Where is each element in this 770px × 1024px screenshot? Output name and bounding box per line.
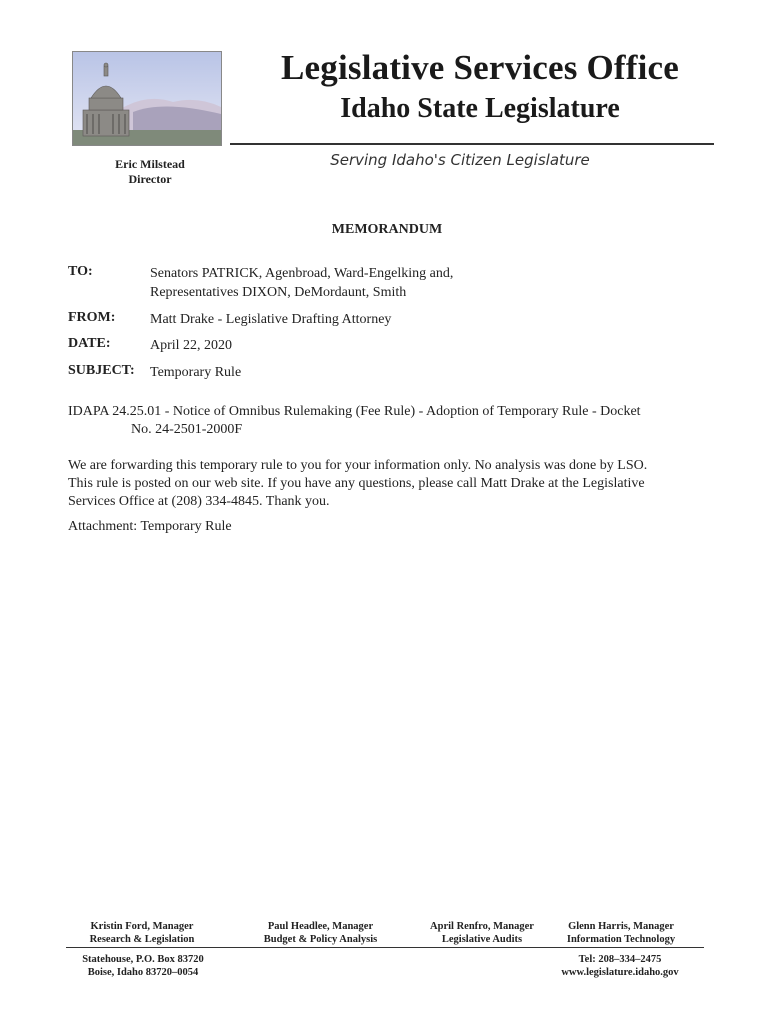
body-line-1: We are forwarding this temporary rule to you for your information only. No analysis was done by LSO.: [68, 458, 648, 473]
manager-dept: Budget & Policy Analysis: [263, 934, 378, 945]
director-name: Eric Milstead: [115, 157, 185, 171]
footer-manager-it: [554, 920, 688, 946]
telephone: Tel: 208–334–2475: [578, 954, 662, 965]
manager-dept: Research & Legislation: [89, 934, 195, 945]
idapa-line-1: IDAPA 24.25.01 - Notice of Omnibus Rulemaking (Fee Rule) - Adoption of Temporary Rule - Docket: [68, 404, 641, 419]
address-line-1: Statehouse, P.O. Box 83720: [82, 954, 204, 965]
body-paragraph: [68, 457, 708, 511]
director-block: [95, 157, 205, 187]
subject-label: SUBJECT:: [68, 363, 135, 378]
from-value: Matt Drake - Legislative Drafting Attorney: [150, 312, 392, 327]
header-divider: [230, 143, 714, 145]
date-label: DATE:: [68, 336, 111, 351]
footer-contact: [550, 953, 690, 979]
date-value: April 22, 2020: [150, 338, 233, 353]
capitol-building-icon: [73, 52, 221, 145]
legislature-title: Idaho State Legislature: [340, 93, 620, 124]
tagline: Serving Idaho's Citizen Legislature: [330, 151, 590, 169]
idapa-docket: No. 24-2501-2000F: [131, 422, 243, 437]
footer-divider: [66, 947, 704, 948]
body-line-3: Services Office at (208) 334-4845. Thank you.: [68, 494, 330, 509]
to-label: TO:: [68, 264, 93, 279]
address-line-2: Boise, Idaho 83720–0054: [87, 967, 199, 978]
manager-dept: Legislative Audits: [441, 934, 523, 945]
idapa-reference: [68, 403, 708, 439]
director-title: Director: [128, 172, 172, 186]
website-link[interactable]: www.legislature.idaho.gov: [561, 967, 679, 978]
manager-name: Glenn Harris, Manager: [568, 921, 674, 932]
office-title: Legislative Services Office: [280, 48, 680, 87]
to-line-1: Senators PATRICK, Agenbroad, Ward-Engelking and,: [150, 266, 454, 281]
manager-name: Kristin Ford, Manager: [90, 921, 194, 932]
attachment-line: Attachment: Temporary Rule: [68, 519, 232, 534]
to-line-2: Representatives DIXON, DeMordaunt, Smith: [150, 285, 407, 300]
manager-name: April Renfro, Manager: [430, 921, 534, 932]
capitol-logo: [72, 51, 222, 146]
manager-dept: Information Technology: [566, 934, 676, 945]
to-value: [150, 264, 453, 302]
memo-heading: MEMORANDUM: [331, 222, 443, 237]
manager-name: Paul Headlee, Manager: [267, 921, 374, 932]
subject-value: Temporary Rule: [150, 365, 242, 380]
footer-address: [68, 953, 218, 979]
from-label: FROM:: [68, 310, 116, 325]
footer-manager-budget: [248, 920, 393, 946]
footer-manager-audits: [418, 920, 546, 946]
body-line-2: This rule is posted on our web site. If you have any questions, please call Matt Drake at the Legislative: [68, 476, 645, 491]
footer-manager-research: [72, 920, 212, 946]
